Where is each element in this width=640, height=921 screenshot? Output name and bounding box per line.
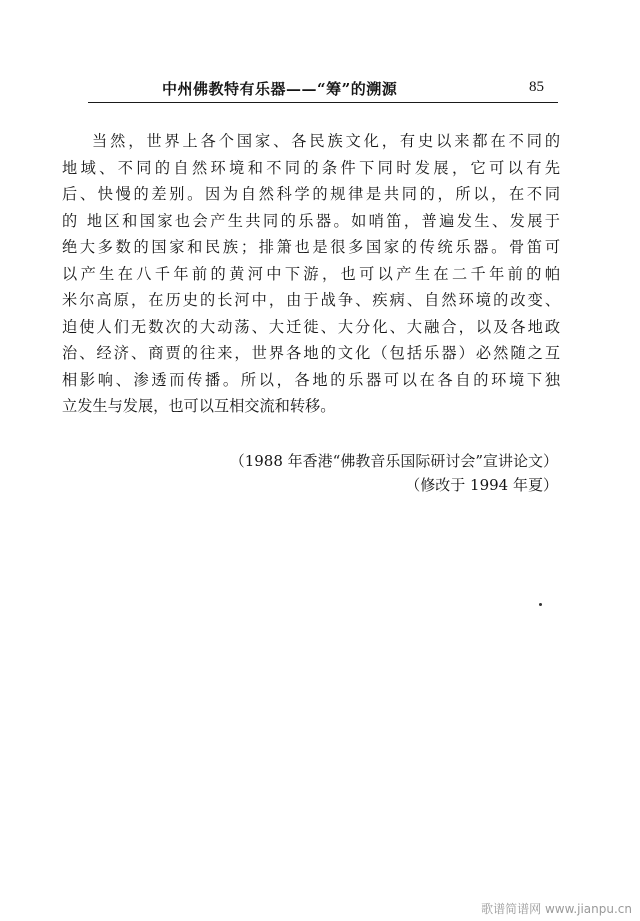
- paragraph-line: 迫使人们无数次的大动荡、大迁徙、大分化、大融合，以及各地政: [62, 317, 560, 336]
- paragraph-line: 相影响、渗透而传播。所以，各地的乐器可以在各自的环境下独: [62, 370, 560, 389]
- paragraph-line: 后、快慢的差别。因为自然科学的规律是共同的，所以，在不同: [62, 185, 560, 203]
- citation-line-conference: （1988 年香港“佛教音乐国际研讨会”宣讲论文）: [229, 452, 558, 470]
- page-number: 85: [529, 79, 544, 95]
- print-speck: [539, 603, 542, 606]
- paragraph-line: 地域、不同的自然环境和不同的条件下同时发展，它可以有先: [62, 158, 560, 177]
- header-rule: [88, 102, 558, 103]
- paragraph-line: 以产生在八千年前的黄河中下游，也可以产生在二千年前的帕: [62, 264, 560, 283]
- citation-note: [230, 449, 558, 497]
- running-header: [88, 78, 558, 104]
- paragraph-line: 治、经济、商贾的往来，世界各地的文化（包括乐器）必然随之互: [62, 344, 560, 362]
- paragraph-line: 的 地区和国家也会产生共同的乐器。如哨笛，普遍发生、发展于: [62, 211, 560, 230]
- paragraph-line: 当然，世界上各个国家、各民族文化，有史以来都在不同的: [92, 132, 560, 150]
- running-header-title: 中州佛教特有乐器——“筹”的溯源: [162, 80, 398, 98]
- paragraph-line: 绝大多数的国家和民族；排箫也是很多国家的传统乐器。骨笛可: [62, 238, 560, 256]
- paragraph-line: 立发生与发展，也可以互相交流和转移。: [62, 397, 336, 415]
- paragraph-line: 米尔高原，在历史的长河中，由于战争、疾病、自然环境的改变、: [62, 291, 560, 309]
- citation-line-revision: （修改于 1994 年夏）: [405, 476, 558, 494]
- body-paragraph: [62, 128, 560, 420]
- site-watermark: 歌谱简谱网 www.jianpu.cn: [481, 902, 632, 916]
